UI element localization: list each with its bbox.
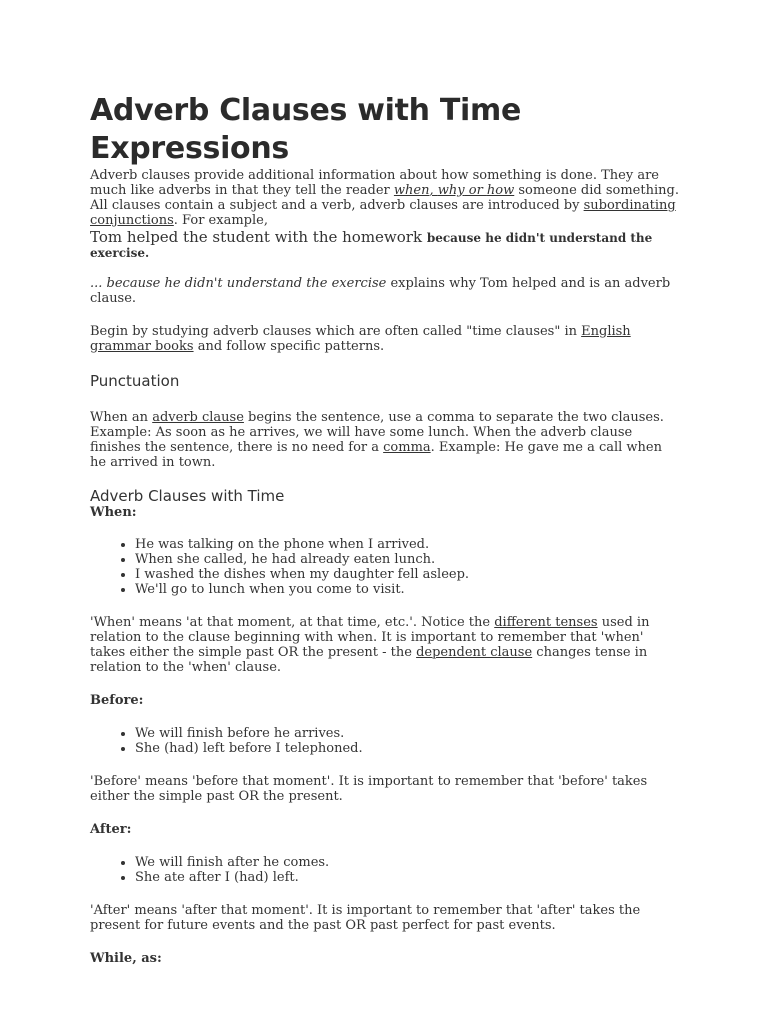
link-how[interactable]: how xyxy=(486,183,515,198)
when-explanation: 'When' means 'at that moment, at that time, etc.'. Notice the different tenses used in relation to the clause beginning with when. It is important to remember that 'when' takes either the simple past OR the present - the dependent clause changes tense in relation to the 'when' clause. xyxy=(90,615,650,675)
time-heading: Adverb Clauses with Time xyxy=(90,487,285,505)
list-item: • She ate after I (had) left. xyxy=(135,870,680,885)
list-item: • I washed the dishes when my daughter fell asleep. xyxy=(135,567,680,582)
punctuation-paragraph: When an adverb clause begins the sentence, use a comma to separate the two clauses. Example: As soon as he arrives, we will have some lunch. When the adverb clause finishes the sentence, there is no need for a comma. Example: He gave me a call when he arrived in town. xyxy=(90,410,664,470)
document-content xyxy=(90,92,680,966)
after-explanation: 'After' means 'after that moment'. It is important to remember that 'after' takes the present for future events and the past OR past perfect for past events. xyxy=(90,903,641,933)
while-as-label: While, as: xyxy=(90,951,162,966)
list-item: • We will finish after he comes. xyxy=(135,855,680,870)
example-explanation: ... because he didn't understand the exercise explains why Tom helped and is an adverb clause. xyxy=(90,276,671,306)
intro-paragraph: Adverb clauses provide additional information about how something is done. They are much like adverbs in that they tell the reader when, why or how someone did something. All clauses contain a subject and a verb, adverb clauses are introduced by subordinating conjunctions. For example, xyxy=(90,168,679,228)
link-adverb-clause[interactable]: adverb clause xyxy=(152,410,244,425)
before-explanation: 'Before' means 'before that moment'. It is important to remember that 'before' takes either the simple past OR the present. xyxy=(90,774,648,804)
begin-paragraph: Begin by studying adverb clauses which are often called "time clauses" in English grammar books and follow specific patterns. xyxy=(90,324,631,354)
link-comma[interactable]: comma xyxy=(383,440,431,455)
link-english-grammar-books[interactable]: English grammar books xyxy=(90,324,631,354)
punctuation-heading: Punctuation xyxy=(90,372,180,390)
link-subordinating-conjunctions[interactable]: subordinating conjunctions xyxy=(90,198,676,228)
before-label: Before: xyxy=(90,693,144,708)
list-item: • We will finish before he arrives. xyxy=(135,726,680,741)
link-dependent-clause[interactable]: dependent clause xyxy=(416,645,533,660)
page-title: Adverb Clauses with Time Expressions xyxy=(90,93,522,166)
list-item: • He was talking on the phone when I arrived. xyxy=(135,537,680,552)
link-why[interactable]: why xyxy=(437,183,465,198)
example-sentence: Tom helped the student with the homework because he didn't understand the exercise. xyxy=(90,228,653,260)
link-different-tenses[interactable]: different tenses xyxy=(494,615,598,630)
list-item: • When she called, he had already eaten lunch. xyxy=(135,552,680,567)
list-item: • We'll go to lunch when you come to visit. xyxy=(135,582,680,597)
before-list xyxy=(90,726,680,756)
list-item: • She (had) left before I telephoned. xyxy=(135,741,680,756)
when-label: When: xyxy=(90,505,137,520)
link-when[interactable]: when xyxy=(393,183,430,198)
after-label: After: xyxy=(90,822,132,837)
after-list xyxy=(90,855,680,885)
when-list xyxy=(90,537,680,597)
